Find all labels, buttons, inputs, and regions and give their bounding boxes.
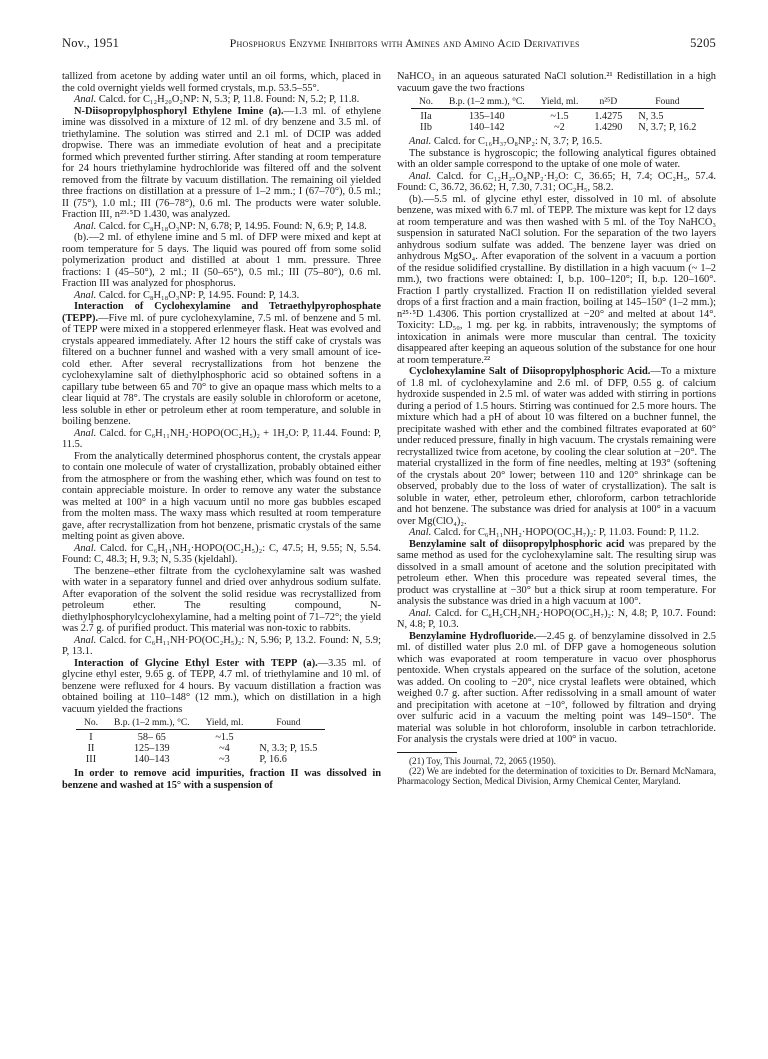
section-paragraph (397, 366, 716, 527)
anal-label: Anal. (74, 94, 97, 105)
anal-text: Calcd. for C₈H₁₈O₃NP: P, 14.95. Found: P, 14.3. (98, 289, 300, 301)
table-cell: N, 3.7; P, 16.2 (638, 122, 697, 133)
analysis-paragraph (62, 635, 381, 658)
table-header-cell: n²⁵D (586, 97, 630, 109)
table-row (411, 109, 704, 123)
page-header (62, 36, 716, 51)
section-text: —1.3 ml. of ethylene imine was dissolved in a mixture of 12 ml. of dry benzene and 3.5 ml. of triethylamine. The solution was stirred and 2.1 ml. of DCIP was added dropwise. There was an immediate evolution of heat and a precipitate formed which prevented further stirring. After standing at room temperature for 24 hours triethylamine hydrochloride was filtered off and the solvent removed from the filtrate by vacuum distillation. The remaining oil yielded three fractions on distillation at a pressure of 1–2 mm.; I (67–70°), 0.5 ml.; II (75°), 1.0 ml.; III (76–78°), 0.6 ml. The products were water soluble. Fraction III, n²³·⁵D 1.430, was analyzed. (62, 105, 381, 220)
table-cell: IIb (420, 122, 432, 133)
anal-text-cont: P, 11.44. Found: P, 11.5. (62, 427, 381, 450)
paragraph: NaHCO₃ in an aqueous saturated NaCl solution.²¹ Redistillation in a high vacuum gave the two fractions (397, 71, 716, 94)
section-paragraph (62, 658, 381, 716)
table-header-cell: Yield, ml. (533, 97, 587, 109)
section-heading: Interaction of Glycine Ethyl Ester with TEPP (a). (74, 657, 318, 669)
anal-label: Anal. (409, 136, 432, 147)
table-cell: 1.4275 (594, 111, 623, 122)
paragraph: In order to remove acid impurities, fraction II was dissolved in benzene and washed at 15° with a suspension of (62, 768, 381, 791)
anal-label: Anal. (74, 427, 97, 439)
anal-text: Calcd. for C₆H₅CH₂NH₂·HOPO(OC₃H₇)₂: N, 4.8; P, 10.7. Found: N, 4.8; P, 10.3. (397, 607, 716, 630)
paragraph: (b).—2 ml. of ethylene imine and 5 ml. of DFP were mixed and kept at room temperature for 5 days. The liquid was poured off from some solid polymerization product and distilled at about 1 mm. pressure. Three fractions: I (45–50°), 2 ml.; II (50–65°), 0.5 ml.; III (75–80°), 0.6 ml. Fraction III was analyzed for phosphorus. (62, 232, 381, 289)
analysis-paragraph (397, 136, 716, 148)
paragraph: (b).—5.5 ml. of glycine ethyl ester, dissolved in 10 ml. of absolute benzene, was mixed with 6.7 ml. of TEPP. The mixture was kept for 12 days at room temperature and was then washed with 5 ml. of the Toy NaHCO₃ suspension in saturated NaCl solution. For the separation of the two layers anhydrous sodium sulfate was added. The benzene layer was dried on anhydrous MgSO₄. After evaporation of the solvent in a vacuum a portion of the residue solidified crystalline. By distillation in a high vacuum (~ 1–2 mm.), two fractions were obtained: I, b.p. 100–120°; II, b.p. 120–160°. Fraction I partly crystallized. Fraction II on redistillation yielded several drops of a first fraction and a main fraction, boiling at 145–150° (1–2 mm.); n²⁵·⁵D 1.4306. This portion crystallized at −20° and melted at about 14°. Toxicity: LD₅₀, 1 mg. per kg. in rabbits, intravenously; the symptoms of intoxication in animals were more muscular than central. The toxicity disappeared after keeping an aqueous solution of the substance for one hour at room temperature.²² (397, 193, 716, 366)
anal-text: Calcd. for C₁₂H₂₇O₈NP₂·H₂O: C, 36.65; H, 7.4; OC₂H₅, 57.4. Found: C, 36.72, 36.62; H, 7.30, 7.31; OC₂H₅, 58.2. (397, 170, 716, 193)
anal-text: Calcd. for C₆H₁₁NH₂·HOPO(OC₂H₅)₂ + 1H₂O: (99, 427, 299, 439)
fractions-table-1 (76, 718, 325, 765)
left-column (62, 71, 381, 791)
analysis-paragraph (397, 608, 716, 631)
table-cell: III (85, 754, 97, 765)
analysis-paragraph (62, 543, 381, 566)
section-heading: Interaction of Cyclohexylamine and Tetraethylpyrophosphate (TEPP). (62, 301, 381, 324)
section-text: —To a mixture of 1.8 ml. of cyclohexylamine and 2.6 ml. of DFP, 0.55 g. of calcium hydroxide suspended in 2.5 ml. of water was added with stirring in portions during a period of 1.5 hours. Stirring was continued for 2.5 more hours. The mixture which had a pH of about 10 was filtered on a buchner funnel, the precipitate washed with ether and the combined filtrates evaporated at 60° under reduced pressure, finally in high vacuum. The crystals remaining were recrystallized twice from acetone, by cooling the clear solution at −20°. The material crystallized in the form of fine needles, melting at 193° (softening of the crystals about 20° lower; between 110 and 120° shrinkage can be observed, probably due to the loss of water of crystallization). The salt is soluble in water, ether, petroleum ether, chloroform, carbon tetrachloride and hot benzene. The substance was dried for analysis at 100° in a vacuum over Mg(ClO₄)₂. (397, 366, 716, 527)
section-text: was prepared by the same method as used for the cyclohexylamine salt. The resulting sirup was dissolved in a small amount of acetone and the solution precipitated with petroleum ether. When this procedure was repeated several times, the product was crystalline at −30° but a thick sirup at room temperature. For analysis the substance was dried in a high vacuum at 100°. (397, 538, 716, 607)
table-cell: N, 3.3; P, 15.5 (259, 743, 318, 754)
table-header-cell: Yield, ml. (198, 718, 252, 730)
table-row (76, 743, 325, 754)
table-cell: 140–142 (468, 122, 505, 133)
section-paragraph (62, 106, 381, 221)
running-title: Phosphorus Enzyme Inhibitors with Amines and Amino Acid Derivatives (229, 36, 580, 50)
footnote-21: (21) Toy, This Journal, 72, 2065 (1950). (409, 755, 556, 766)
table-header-cell: B.p. (1–2 mm.), °C. (106, 718, 198, 730)
table-header-cell: No. (76, 718, 106, 730)
table-cell: 1.4290 (594, 122, 623, 133)
anal-text: Calcd. for C₆H₁₁NH·PO(OC₂H₅)₂: N, 5.96; P, 13.2. Found: N, 5.9; P, 13.1. (62, 634, 381, 657)
anal-label: Anal. (74, 220, 97, 232)
section-heading: Cyclohexylamine Salt of Diisopropylphosphoric Acid. (409, 366, 651, 377)
anal-label: Anal. (74, 289, 97, 301)
table-cell: ~1.5 (550, 111, 569, 122)
section-paragraph (397, 539, 716, 608)
analysis-paragraph (62, 94, 381, 106)
table-cell: I (89, 732, 93, 743)
paragraph: The benzene–ether filtrate from the cyclohexylamine salt was washed with water in a separatory funnel and dried over anhydrous sodium sulfate. After evaporation of the solvent the solid residue was recrystallized from petroleum ether. The resulting compound, N-diethylphosphorylcyclohexylamine, had a melting point of 71–72°; the yield was 2.7 g. of purified product. This material was non-toxic to rabbits. (62, 565, 381, 634)
page-number: 5205 (690, 36, 716, 50)
anal-text: Calcd. for C₁₂H₂₀O₂NP: N, 5.3; P, 11.8. Found: N, 5.2; P, 11.8. (98, 94, 360, 105)
paragraph: tallized from acetone by adding water until an oil forms, which, placed in the cold overnight yields well formed crystals, m.p. 53.5–55°. (62, 71, 381, 94)
fractions-table-2 (411, 97, 704, 133)
footnote-22: (22) We are indebted for the determination of toxicities to Dr. Bernard McNamara, Pharmacology Section, Medical Division, Army Chemical Center, Maryland. (397, 765, 716, 787)
anal-text: Calcd. for C₈H₁₈O₃NP: N, 6.78; P, 14.95. Found: N, 6.9; P, 14.8. (98, 220, 367, 232)
section-heading: Benzylamine Hydrofluoride. (409, 630, 537, 642)
table-cell: 58– 65 (137, 732, 166, 743)
analysis-paragraph (62, 290, 381, 302)
right-column (397, 71, 716, 791)
table-row (411, 122, 704, 133)
table-row (76, 754, 325, 765)
anal-label: Anal. (409, 607, 432, 619)
section-text: —2.45 g. of benzylamine dissolved in 2.5 ml. of distilled water plus 2.0 ml. of DFP gave a homogeneous solution which was evaporated at room temperature in vacuo over phosphorus pentoxide. When crystals appeared on the surface of the solution, acetone was added. On cooling to −20°, nice crystal leaflets were obtained, which weighed 0.7 g. after suction. After redissolving in a small amount of water and precipitation with acetone at −10°, followed by filtration and drying over sulfuric acid in a vacuum the melting point was 149–150°. The material was soluble in hot chloroform, insoluble in carbon tetrachloride. For analysis the crystals were dried at 100° in vacuo. (397, 630, 716, 745)
anal-label: Anal. (409, 527, 432, 538)
table-cell: P, 16.6 (259, 754, 287, 765)
table-header-cell: No. (411, 97, 441, 109)
table-header-cell: B.p. (1–2 mm.), °C. (441, 97, 533, 109)
table-cell: ~2 (554, 122, 565, 133)
table-header-cell: Found (251, 718, 325, 730)
footnote-rule (397, 752, 457, 753)
header-date: Nov., 1951 (62, 36, 120, 50)
table-cell: IIa (420, 111, 432, 122)
table-cell: 125–139 (133, 743, 170, 754)
table-cell: ~1.5 (215, 732, 234, 743)
anal-label: Anal. (409, 170, 432, 182)
two-column-body (62, 71, 716, 791)
anal-text: Calcd. for C₆H₁₁NH₂·HOPO(OC₃H₇)₂: P, 11.03. Found: P, 11.2. (433, 527, 700, 538)
section-heading: Benzylamine salt of diisopropylphosphoric acid (409, 538, 625, 550)
anal-label: Anal. (74, 542, 97, 554)
table-cell (251, 730, 325, 744)
table-cell: II (87, 743, 95, 754)
table-cell: N, 3.5 (638, 111, 664, 122)
table-cell: ~3 (219, 754, 230, 765)
anal-label: Anal. (74, 634, 97, 646)
section-heading: N-Diisopropylphosphoryl Ethylene Imine (a). (74, 105, 284, 117)
analysis-paragraph (62, 428, 381, 451)
section-paragraph (62, 301, 381, 428)
analysis-paragraph (397, 527, 716, 539)
analysis-paragraph (62, 221, 381, 233)
anal-text: Calcd. for C₆H₁₁NH₂·HOPO(OC₂H₅)₂: C, 47.5; H, 9.55; N, 5.54. Found: C, 48.3; H, 9.3; N, 5.35 (kjeldahl). (62, 542, 381, 565)
table-cell: 140–143 (133, 754, 170, 765)
section-text: —Five ml. of pure cyclohexylamine, 7.5 ml. of benzene and 5 ml. of TEPP were mixed in a stoppered erlenmeyer flask. Heat was evolved and crystals appeared immediately. After 12 hours the stiff cake of crystals was filtered on a buchner funnel and washed with a very small amount of ice-cold ether. After several recrystallizations from hot benzene the cyclohexylamine salt of diethylphosphoric acid so obtained softens in a capillary tube between 65 and 70° to give an opaque mass which melts to a clear liquid at 78°. The crystals are easily soluble in chloroform or acetone, less soluble in ether or petroleum ether at room temperature, and soluble in boiling benzene. (62, 312, 381, 427)
analysis-paragraph (397, 171, 716, 194)
section-text: —3.35 ml. of glycine ethyl ester, 9.65 g. of TEPP, 4.7 ml. of triethylamine and 10 ml. of benzene were refluxed for 4 hours. By vacuum distillation a fraction was obtained boiling at 110–148° (12 mm.), which on distillation in a high vacuum yielded the fractions (62, 657, 381, 715)
table-header-row (76, 718, 325, 730)
paragraph: The substance is hygroscopic; the following analytical figures obtained with an older sample correspond to the uptake of one mole of water. (397, 147, 716, 170)
table-header-cell: Found (630, 97, 704, 109)
table-row (76, 730, 325, 744)
table-header-row (411, 97, 704, 109)
section-paragraph (397, 631, 716, 746)
table-cell: 135–140 (468, 111, 505, 122)
anal-text: Calcd. for C₁₆H₃₇O₈NP₂: N, 3.7; P, 16.5. (433, 136, 603, 147)
table-cell: ~4 (219, 743, 230, 754)
paragraph: From the analytically determined phosphorus content, the crystals appear to contain one molecule of water of crystallization, probably obtained either from the atmosphere or from the washing ether, which was found on test to contain appreciable moisture. In order to remove any water the substance was melted at 100° in a high vacuum until no more gas bubbles escaped from the molten mass. The waxy mass which resulted at room temperature gave, after recrystallization from hot benzene, prismatic crystals of the same melting point as given above. (62, 450, 381, 542)
